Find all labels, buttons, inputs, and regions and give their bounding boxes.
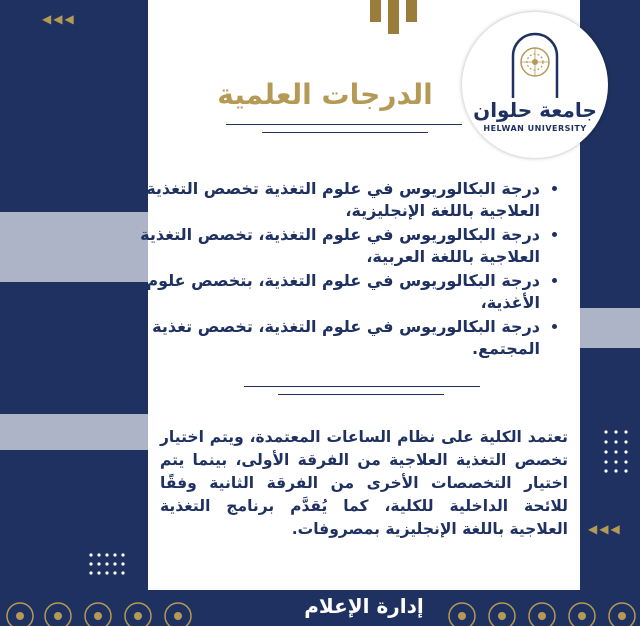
divider-rule-short — [278, 394, 444, 395]
right-arrows-icon: ◀◀◀ — [588, 522, 622, 536]
dot-grid-right-icon — [602, 428, 630, 474]
left-band-upper — [0, 212, 148, 282]
degree-item: • درجة البكالوريوس في علوم التغذية تخصص التغذية العلاجية باللغة الإنجليزية، — [140, 178, 540, 222]
divider-rule-long — [244, 386, 480, 387]
degree-item: • درجة البكالوريوس في علوم التغذية، تخصص التغذية العلاجية باللغة العربية، — [140, 224, 540, 268]
degree-item: • درجة البكالوريوس في علوم التغذية، تخصص تغذية المجتمع. — [140, 316, 540, 360]
page-title: الدرجات العلمية — [217, 78, 433, 111]
dot-grid-left-icon — [88, 552, 128, 580]
description-paragraph: تعتمد الكلية على نظام الساعات المعتمدة، ويتم اختيار تخصص التغذية العلاجية من الفرقة الأولى، بينما يتم اختيار التخصصات الأخرى من الفرقة الثانية وفقًا للائحة الداخلية للكلية، كما يُقدَّم برنامج التغذية العلاجية باللغة الإنجليزية بمصروفات. — [160, 428, 568, 538]
logo-name-english: HELWAN UNIVERSITY — [483, 124, 587, 133]
gold-bars-icon — [370, 0, 430, 34]
footer-label: إدارة الإعلام — [304, 594, 424, 618]
left-arrows-icon: ◀◀◀ — [42, 12, 76, 26]
degrees-list — [140, 178, 560, 362]
degree-item: • درجة البكالوريوس في علوم التغذية، بتخصص علوم الأغذية، — [140, 270, 540, 314]
title-rule-short — [262, 132, 428, 133]
logo-emblem-icon — [509, 32, 561, 98]
left-band-lower — [0, 414, 148, 450]
university-logo — [462, 12, 608, 158]
right-band — [580, 308, 640, 348]
title-rule-long — [226, 124, 462, 125]
logo-name-arabic: جامعة حلوان — [473, 98, 597, 122]
